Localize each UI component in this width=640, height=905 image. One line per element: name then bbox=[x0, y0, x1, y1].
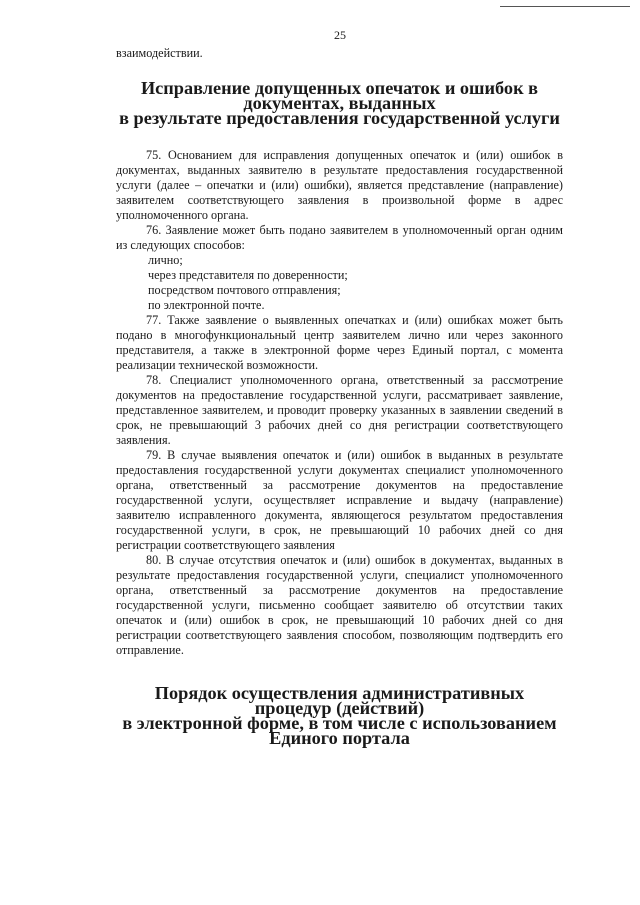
paragraph-75: 75. Основанием для исправления допущенных опечаток и (или) ошибок в документах, выданных заявителю в результате предоставления государственной услуги (далее – опечатки и (или) ошибки), является представление (направление) заявителем соответствующего заявления в произвольной форме в адрес уполномоченного органа. bbox=[116, 148, 563, 222]
list-item: через представителя по доверенности; bbox=[148, 268, 348, 282]
section-heading-corrections bbox=[116, 78, 563, 128]
list-item: посредством почтового отправления; bbox=[148, 283, 341, 297]
heading-line: в электронной форме, в том числе с использованием bbox=[122, 713, 557, 733]
paragraph-77: 77. Также заявление о выявленных опечатках и (или) ошибках может быть подано в многофункциональный центр заявителем лично или через законного представителя, а также в электронной форме через Единый портал, с момента реализации технической возможности. bbox=[116, 313, 563, 372]
submission-methods-list bbox=[116, 253, 563, 313]
heading-line: в результате предоставления государственной услуги bbox=[119, 108, 560, 128]
list-item: по электронной почте. bbox=[148, 298, 265, 312]
top-rule bbox=[500, 6, 630, 7]
heading-line: Порядок осуществления административных процедур (действий) bbox=[154, 683, 525, 718]
document-body bbox=[116, 46, 563, 746]
page-number: 25 bbox=[334, 28, 346, 42]
paragraph-78: 78. Специалист уполномоченного органа, ответственный за рассмотрение документов на предоставление государственной услуги, рассматривает заявление, представленное заявителем, и проводит проверку указанных в заявлении сведений в срок, не превышающий 3 рабочих дней со дня регистрации соответствующего заявления. bbox=[116, 373, 563, 447]
continuation-text: взаимодействии. bbox=[116, 46, 203, 60]
paragraph-76: 76. Заявление может быть подано заявителем в уполномоченный орган одним из следующих способов: bbox=[116, 223, 563, 252]
section-heading-electronic-procedures bbox=[116, 683, 563, 748]
paragraph-79: 79. В случае выявления опечаток и (или) ошибок в выданных в результате предоставления государственной услуги документах специалист уполномоченного органа, ответственный за рассмотрение документов на предоставление государственной услуги, осуществляет исправление и выдачу (направление) заявителю исправленного документа, являющегося результатом предоставления государственной услуги, в срок, не превышающий 10 рабочих дней со дня регистрации соответствующего заявления bbox=[116, 448, 563, 552]
paragraph-80: 80. В случае отсутствия опечаток и (или) ошибок в документах, выданных в результате предоставления государственной услуги, специалист уполномоченного органа, ответственный за рассмотрение документов на предоставление государственной услуги, письменно сообщает заявителю об отсутствии таких опечаток и (или) ошибок в срок, не превышающий 10 рабочих дней со дня регистрации соответствующего заявления способом, позволяющим подтвердить его отправление. bbox=[116, 553, 563, 657]
heading-line: Исправление допущенных опечаток и ошибок в документах, выданных bbox=[140, 78, 539, 113]
list-item: лично; bbox=[148, 253, 183, 267]
heading-line: Единого портала bbox=[269, 728, 410, 748]
